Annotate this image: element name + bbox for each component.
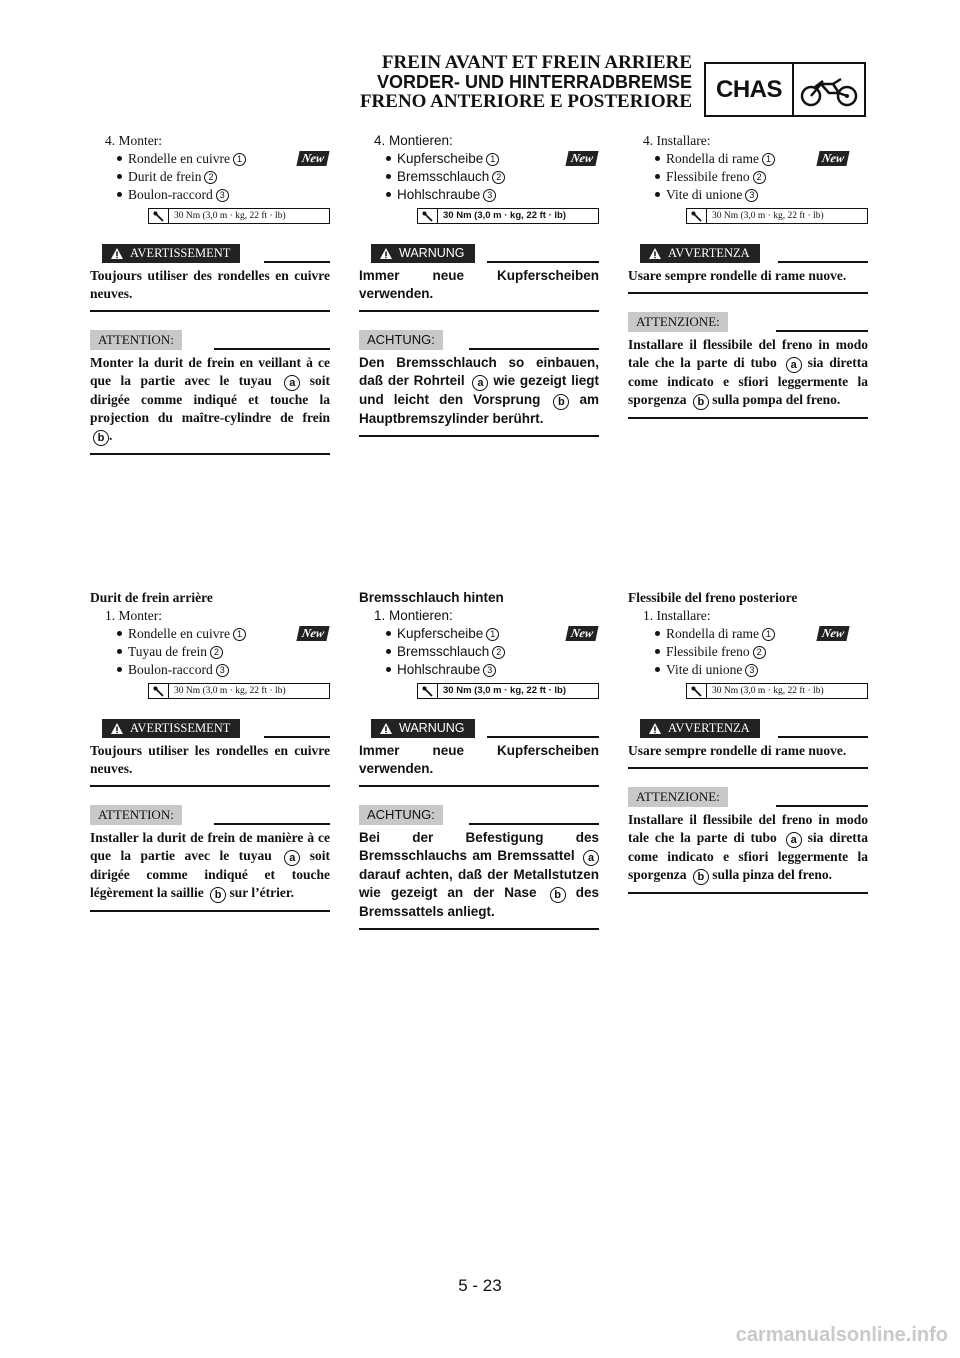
step-text: 4. Montieren:	[374, 133, 453, 148]
caution-header	[628, 787, 868, 807]
warning-label: AVERTISSEMENT	[102, 719, 240, 738]
torque-spec: 30 Nm (3,0 m · kg, 22 ft · lb)	[148, 208, 330, 224]
section-subtitle: Flessibile del freno posteriore	[628, 590, 798, 605]
list-item: Rondelle en cuivre 1 New	[128, 625, 330, 643]
list-item: Vite di unione 3	[666, 661, 868, 679]
warning-triangle-icon	[110, 722, 124, 735]
page-header-titles	[360, 53, 692, 112]
warning-label: AVERTISSEMENT	[102, 244, 240, 263]
caution-text: Installare il flessibile del freno in modo tale che la parte di tubo a sia diretta come indicato e sfiori leggermente la sporgenza b sulla pinza del freno.	[628, 812, 868, 883]
warning-triangle-icon	[379, 722, 393, 735]
list-item: Boulon-raccord 3	[128, 661, 330, 679]
section-subtitle: Bremsschlauch hinten	[359, 590, 504, 605]
torque-spec: 30 Nm (3,0 m · kg, 22 ft · lb)	[686, 683, 868, 699]
caution-text: Den Bremsschlauch so einbauen, daß der Rohrteil a wie gezeigt liegt und leicht den Vorsprung b am Hauptbremszylinder berührt.	[359, 355, 599, 426]
it-rear-section	[628, 589, 868, 894]
warning-triangle-icon	[648, 722, 662, 735]
warning-text: Usare sempre rondelle di rame nuove.	[628, 268, 847, 283]
warning-triangle-icon	[648, 247, 662, 260]
title-fr: FREIN AVANT ET FREIN ARRIERE	[381, 52, 692, 73]
new-badge: New	[816, 151, 849, 166]
warning-label: WARNUNG	[371, 719, 475, 738]
caution-header	[628, 312, 868, 332]
torque-spec: 30 Nm (3,0 m · kg, 22 ft · lb)	[417, 683, 599, 699]
title-it: FRENO ANTERIORE E POSTERIORE	[359, 91, 692, 112]
caution-text: Installare il flessibile del freno in modo tale che la parte di tubo a sia diretta come indicato e sfiori leggermente la sporgenza b sulla pompa del freno.	[628, 337, 868, 408]
watermark: carmanualsonline.info	[735, 1324, 948, 1346]
warning-text: Immer neue Kupferscheiben verwenden.	[359, 743, 599, 776]
new-badge: New	[296, 151, 329, 166]
warning-label: AVVERTENZA	[640, 719, 760, 738]
section-badge	[704, 62, 866, 117]
list-item: Rondella di rame 1 New	[666, 625, 868, 643]
caution-text: Bei der Befestigung des Bremsschlauchs am Bremssattel a darauf achten, daß der Metallstutzen wie gezeigt an der Nase b des Bremssattels anliegt.	[359, 830, 599, 919]
warning-header	[628, 244, 868, 263]
wrench-icon	[687, 684, 707, 698]
caution-header	[359, 330, 599, 350]
torque-spec: 30 Nm (3,0 m · kg, 22 ft · lb)	[686, 208, 868, 224]
warning-text: Toujours utiliser les rondelles en cuivre neuves.	[90, 743, 330, 776]
new-badge: New	[296, 626, 329, 641]
wrench-icon	[149, 684, 169, 698]
new-badge: New	[565, 151, 598, 166]
warning-text: Toujours utiliser des rondelles en cuivre neuves.	[90, 268, 330, 301]
de-front-section	[359, 132, 599, 437]
new-badge: New	[816, 626, 849, 641]
list-item: Bremsschlauch 2	[397, 643, 599, 661]
warning-text: Usare sempre rondelle di rame nuove.	[628, 743, 847, 758]
warning-header	[628, 719, 868, 738]
list-item: Flessibile freno 2	[666, 168, 868, 186]
list-item: Hohlschraube 3	[397, 661, 599, 679]
list-item: Boulon-raccord 3	[128, 186, 330, 204]
list-item: Tuyau de frein 2	[128, 643, 330, 661]
caution-label: ACHTUNG:	[359, 330, 443, 350]
caution-label: ATTENZIONE:	[628, 312, 728, 332]
list-item: Rondella di rame 1 New	[666, 150, 868, 168]
warning-header	[359, 719, 599, 738]
wrench-icon	[149, 209, 169, 223]
step-text: 1. Installare:	[643, 608, 711, 623]
motorcycle-icon	[794, 64, 864, 115]
caution-label: ACHTUNG:	[359, 805, 443, 825]
warning-header	[90, 719, 330, 738]
wrench-icon	[418, 209, 438, 223]
new-badge: New	[565, 626, 598, 641]
caution-header	[90, 330, 330, 350]
caution-label: ATTENZIONE:	[628, 787, 728, 807]
caution-label: ATTENTION:	[90, 805, 182, 825]
torque-spec: 30 Nm (3,0 m · kg, 22 ft · lb)	[417, 208, 599, 224]
caution-text: Monter la durit de frein en veillant à ce que la partie avec le tuyau a soit dirigée comme indiqué et touche la projection du maître-cylindre de frein b .	[90, 355, 330, 444]
step-text: 4. Installare:	[643, 133, 711, 148]
warning-triangle-icon	[110, 247, 124, 260]
section-code: CHAS	[706, 64, 794, 115]
warning-text: Immer neue Kupferscheiben verwenden.	[359, 268, 599, 301]
caution-header	[90, 805, 330, 825]
title-de: VORDER- UND HINTERRADBREMSE	[376, 71, 692, 92]
wrench-icon	[418, 684, 438, 698]
list-item: Hohlschraube 3	[397, 186, 599, 204]
warning-header	[359, 244, 599, 263]
list-item: Durit de frein 2	[128, 168, 330, 186]
step-text: 1. Monter:	[105, 608, 162, 623]
step-text: 4. Monter:	[105, 133, 162, 148]
warning-header	[90, 244, 330, 263]
list-item: Vite di unione 3	[666, 186, 868, 204]
torque-spec: 30 Nm (3,0 m · kg, 22 ft · lb)	[148, 683, 330, 699]
de-rear-section	[359, 589, 599, 930]
list-item: Bremsschlauch 2	[397, 168, 599, 186]
list-item: Kupferscheibe 1 New	[397, 625, 599, 643]
warning-triangle-icon	[379, 247, 393, 260]
caution-text: Installer la durit de frein de manière à ce que la partie avec le tuyau a soit dirigée comme indiqué et touche légèrement la saillie b sur l’étrier.	[90, 830, 330, 901]
warning-label: AVVERTENZA	[640, 244, 760, 263]
fr-front-section	[90, 132, 330, 455]
caution-header	[359, 805, 599, 825]
it-front-section	[628, 132, 868, 419]
section-subtitle: Durit de frein arrière	[90, 590, 213, 605]
page-number: 5 - 23	[458, 1276, 502, 1295]
list-item: Flessibile freno 2	[666, 643, 868, 661]
warning-label: WARNUNG	[371, 244, 475, 263]
caution-label: ATTENTION:	[90, 330, 182, 350]
list-item: Kupferscheibe 1 New	[397, 150, 599, 168]
wrench-icon	[687, 209, 707, 223]
fr-rear-section	[90, 589, 330, 912]
step-text: 1. Montieren:	[374, 608, 453, 623]
list-item: Rondelle en cuivre 1 New	[128, 150, 330, 168]
